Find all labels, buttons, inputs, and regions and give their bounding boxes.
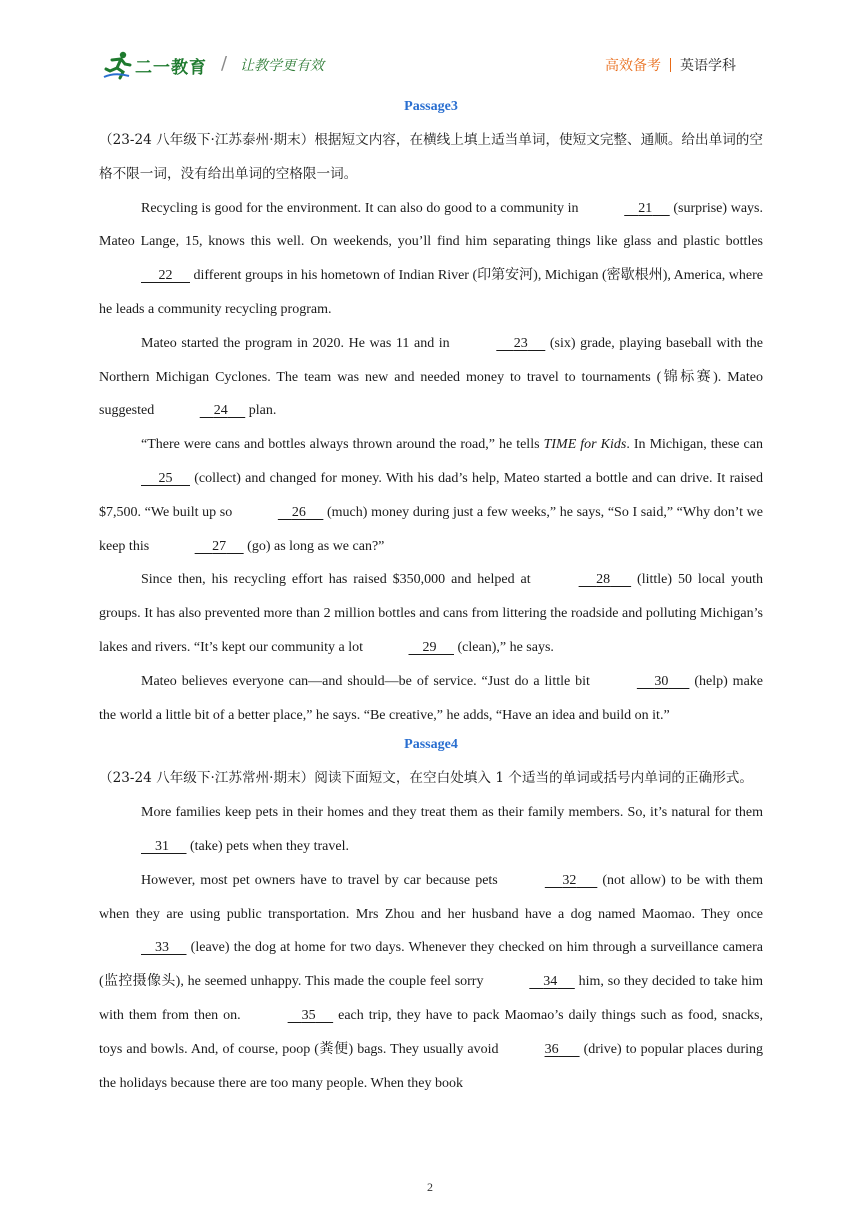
blank-26[interactable]: 26	[291, 504, 306, 520]
blank-31[interactable]: 31	[155, 838, 169, 854]
passage3-paragraph-4: Since then, his recycling effort has raised $350,000 and helped at 28 (little) 50 local youth groups. It has also prevented more than 2 million bottles and cans from littering the roadside and polluting Michigan’s lakes and rivers. “It’s kept our community a lot 29 (clean),” he says.	[99, 563, 763, 664]
header-tag-exam: 高效备考	[605, 58, 661, 74]
blank-29[interactable]: 29	[422, 639, 437, 655]
passage3-paragraph-3: “There were cans and bottles always thrown around the road,” he tells TIME for Kids. In Michigan, these can 25 (collect) and changed for money. With his dad’s help, Mateo started a bottle and can drive. It raised $7,500. “We built up so 26 (much) money during just a few weeks,” he says, “So I said,” “Why don’t we keep this 27 (go) as long as we can?”	[99, 428, 763, 563]
blank-25[interactable]: 25	[158, 470, 173, 486]
blank-24[interactable]: 24	[213, 403, 228, 419]
header-tag-subject: 英语学科	[680, 58, 736, 74]
header-right	[605, 55, 736, 75]
passage3-paragraph-5: Mateo believes everyone can—and should—be of service. “Just do a little bit 30 (help) make the world a little bit of a better place,” he says. “Be creative,” he adds, “Have an idea and build on it.”	[99, 665, 763, 733]
blank-35[interactable]: 35	[301, 1007, 316, 1023]
brand-logo	[103, 49, 207, 81]
blank-27[interactable]: 27	[212, 538, 227, 554]
blank-28[interactable]: 28	[596, 572, 611, 588]
brand-slogan: 让教学更有效	[240, 58, 324, 74]
passage4-paragraph-2: However, most pet owners have to travel by car because pets 32 (not allow) to be with them when they are using public transportation. Mrs Zhou and her husband have a dog named Maomao. They once 33 (leave) the dog at home for two days. Whenever they checked on him through a surveillance camera (监控摄像头), he seemed unhappy. This made the couple feel sorry 34 him, so they decided to take him with them from then on. 35 each trip, they have to pack Maomao’s daily things such as food, snacks, toys and bowls. And, of course, poop (粪便) bags. They usually avoid 36 (drive) to popular places during the holidays because there are too many people. When they book	[99, 864, 763, 1101]
header-divider-slash: /	[221, 53, 228, 74]
blank-30[interactable]: 30	[654, 673, 669, 689]
passage3-paragraph-1: Recycling is good for the environment. It can also do good to a community in 21 (surprise) ways. Mateo Lange, 15, knows this well. On weekends, you’ll find him separating things like glass and plastic bottles 22 different groups in his hometown of Indian River (印第安河), Michigan (密歇根州), America, where he leads a community recycling program.	[99, 192, 763, 327]
blank-34[interactable]: 34	[543, 974, 558, 990]
running-figure-icon	[103, 50, 133, 80]
passage4-instruction: （23-24 八年级下·江苏常州·期末）阅读下面短文，在空白处填入 1 个适当的单词或括号内单词的正确形式。	[99, 770, 753, 787]
brand-name: 二一教育	[135, 57, 207, 78]
passage3-instruction: （23-24 八年级下·江苏泰州·期末）根据短文内容，在横线上填上适当单词，使短文完整、通顺。给出单词的空格不限一词，没有给出单词的空格限一词。	[99, 132, 763, 182]
passage4-title: Passage4	[404, 737, 458, 753]
blank-23[interactable]: 23	[513, 335, 528, 351]
document-body	[99, 96, 763, 1100]
passage4-paragraph-1: More families keep pets in their homes and they treat them as their family members. So, it’s natural for them 31 (take) pets when they travel.	[99, 796, 763, 864]
passage3-title: Passage3	[404, 99, 458, 114]
blank-32[interactable]: 32	[562, 872, 577, 888]
blank-36[interactable]: 36	[544, 1041, 559, 1057]
header-divider-bar	[670, 58, 671, 72]
page-number: 2	[427, 1180, 433, 1194]
blank-33[interactable]: 33	[155, 940, 169, 956]
blank-21[interactable]: 21	[638, 200, 653, 216]
page-header	[0, 0, 860, 90]
passage3-paragraph-2: Mateo started the program in 2020. He was 11 and in 23 (six) grade, playing baseball with the Northern Michigan Cyclones. The team was new and needed money to travel to tournaments (锦标赛). Mateo suggested 24 plan.	[99, 327, 763, 428]
blank-22[interactable]: 22	[158, 268, 173, 284]
